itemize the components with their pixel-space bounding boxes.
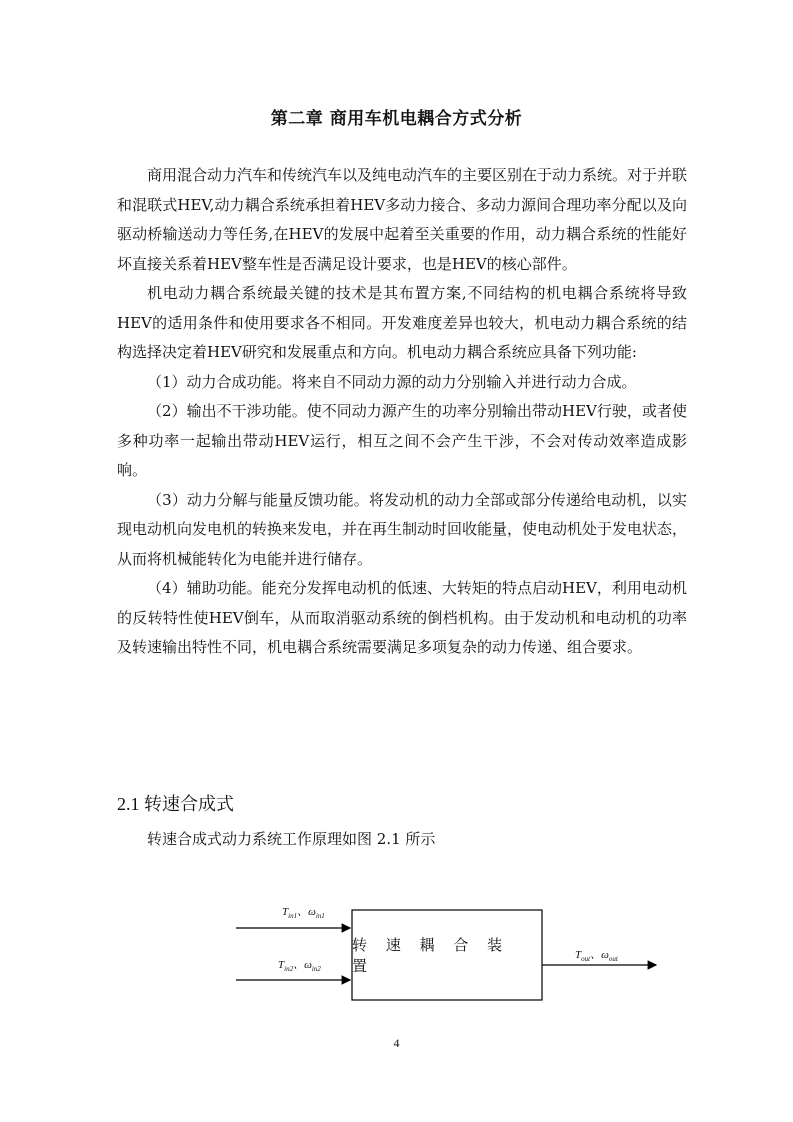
section-intro: 转速合成式动力系统工作原理如图 2.1 所示 (147, 830, 436, 848)
chapter-title: 第二章 商用车机电耦合方式分析 (270, 109, 523, 129)
section-heading: 2.1 转速合成式 (117, 794, 234, 814)
body-text-block (117, 161, 687, 663)
paragraph-function-2: （2）输出不干涉功能。使不同动力源产生的功率分别输出带动HEV行驶，或者使多种功率一起输出带动HEV运行，相互之间不会产生干涉，不会对传动效率造成影响。 (117, 402, 687, 479)
coupling-box-label: 转 速 耦 合 装 置 (352, 936, 510, 975)
page-number: 4 (393, 1036, 400, 1050)
paragraph-function-3: （3）动力分解与能量反馈功能。将发动机的动力全部或部分传递给电动机，以实现电动机向发电机的转换来发电，并在再生制动时回收能量，使电动机处于发电状态，从而将机械能转化为电能并进行储存。 (117, 490, 688, 568)
input2-label: $T_{in2}$、$\omega_{in2}$ (278, 959, 321, 974)
speed-coupling-diagram (236, 895, 666, 1010)
paragraph-intro: 商用混合动力汽车和传统汽车以及纯电动汽车的主要区别在于动力系统。对于并联和混联式HEV,动力耦合系统承担着HEV多动力接合、多动力源间合理功率分配以及向驱动桥输送动力等任务,在HEV的发展中起着至关重要的作用，动力耦合系统的性能好坏直接关系着HEV整车性是否满足设计要求，也是HEV的核心部件。 (117, 166, 688, 273)
output-label: $T_{out}$、$\omega_{out}$ (575, 949, 618, 964)
paragraph-function-4: （4）辅助功能。能充分发挥电动机的低速、大转矩的特点启动HEV，利用电动机的反转特性使HEV倒车，从而取消驱动系统的倒档机构。由于发动机和电动机的功率及转速输出特性不同，机电耦合系统需要满足多项复杂的动力传递、组合要求。 (117, 579, 687, 656)
paragraph-coupling-requirements: 机电动力耦合系统最关键的技术是其布置方案,不同结构的机电耦合系统将导致HEV的适用条件和使用要求各不相同。开发难度差异也较大，机电动力耦合系统的结构选择决定着HEV研究和发展重点和方向。机电动力耦合系统应具备下列功能: (117, 284, 687, 361)
input1-label: $T_{in1}$、$\omega_{in1}$ (282, 906, 325, 921)
paragraph-function-1: （1）动力合成功能。将来自不同动力源的动力分别输入并进行动力合成。 (147, 372, 637, 391)
